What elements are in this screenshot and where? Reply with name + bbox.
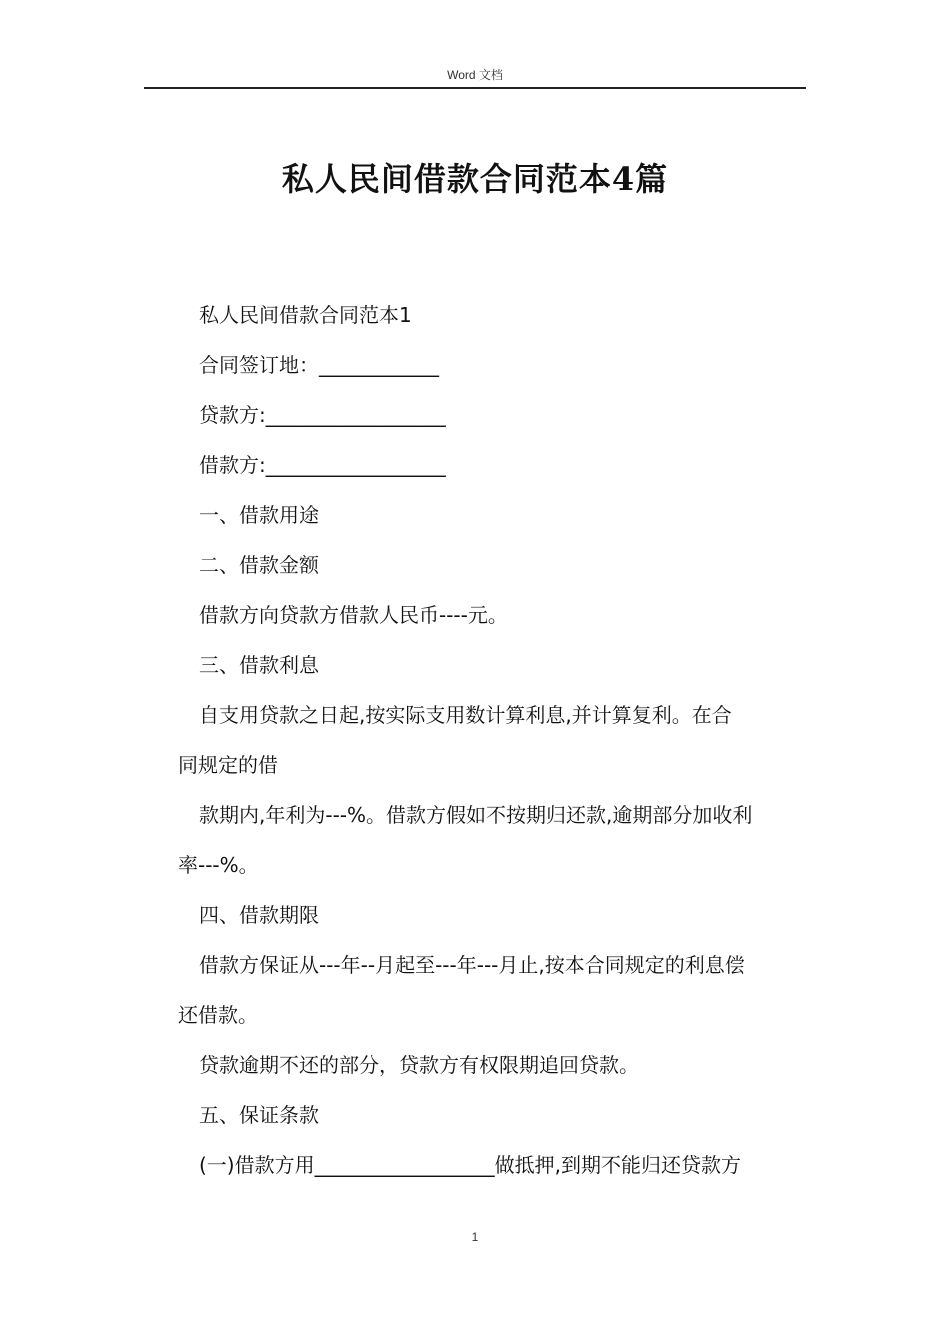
paragraph-lender: 贷款方:__________________ [199, 403, 446, 427]
paragraph-heading-term: 四、借款期限 [199, 903, 319, 927]
paragraph-interest-text-2: 同规定的借 [178, 753, 278, 777]
paragraph-heading-purpose: 一、借款用途 [199, 503, 319, 527]
paragraph-interest-text-1: 自支用贷款之日起,按实际支用数计算利息,并计算复利。在合 [199, 703, 732, 727]
document-title: 私人民间借款合同范本4篇 [281, 160, 669, 198]
paragraph-interest-text-3: 款期内,年利为---%。借款方假如不按期归还款,逾期部分加收利 [199, 803, 753, 827]
paragraph-term-text-2: 还借款。 [178, 1003, 258, 1027]
header-rule [144, 87, 806, 89]
paragraph-heading-guarantee: 五、保证条款 [199, 1103, 319, 1127]
paragraph-borrower: 借款方:__________________ [199, 453, 446, 477]
paragraph-overdue-text: 贷款逾期不还的部分，贷款方有权限期追回贷款。 [199, 1053, 639, 1077]
paragraph-heading-interest: 三、借款利息 [199, 653, 319, 677]
page-number: 1 [471, 1230, 479, 1244]
paragraph-signing-place: 合同签订地：____________ [199, 353, 439, 377]
paragraph-amount-text: 借款方向贷款方借款人民币----元。 [199, 603, 508, 627]
paragraph-guarantee-text-1: (一)借款方用__________________做抵押,到期不能归还贷款方 [199, 1153, 741, 1177]
paragraph-section-title: 私人民间借款合同范本1 [199, 303, 412, 327]
paragraph-interest-text-4: 率---%。 [178, 853, 259, 877]
page-header: Word 文档 [447, 68, 503, 82]
paragraph-heading-amount: 二、借款金额 [199, 553, 319, 577]
paragraph-term-text-1: 借款方保证从---年--月起至---年---月止,按本合同规定的利息偿 [199, 953, 745, 977]
